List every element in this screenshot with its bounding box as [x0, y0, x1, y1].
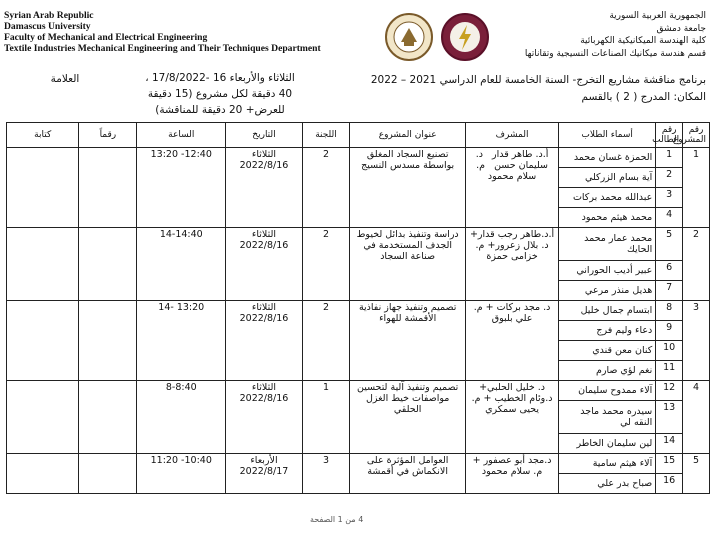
project-title: دراسة وتنفيذ بدائل لخيوط الجدف المستخدمة في صناعة السجاد	[350, 228, 466, 301]
student-name: محمد عمار محمد الحايك	[559, 228, 656, 261]
project-number: 2	[683, 228, 710, 301]
student-name: دعاء وليم فرج	[559, 321, 656, 341]
student-number: 5	[656, 228, 683, 261]
date-value: 2022/8/16	[239, 313, 289, 324]
header-arabic	[496, 10, 706, 60]
date-cell	[226, 454, 303, 494]
student-number: 13	[656, 401, 683, 434]
time-slot: 12:40- 13:20	[137, 148, 226, 228]
grade-digits-cell	[79, 301, 137, 381]
day-name: الأربعاء	[250, 455, 278, 466]
time-slot: 10:40- 11:20	[137, 454, 226, 494]
student-name: عبدالله محمد بركات	[559, 188, 656, 208]
student-number: 16	[656, 474, 683, 494]
faculty-logo-icon	[440, 12, 490, 62]
project-number: 4	[683, 381, 710, 454]
schedule-table	[6, 122, 710, 494]
student-name: آلاء هيثم سامية	[559, 454, 656, 474]
header-ar-line: قسم هندسة ميكانيك الصناعات النسيجية وتقاناتها	[524, 48, 706, 59]
student-number: 10	[656, 341, 683, 361]
table-row	[7, 228, 710, 261]
project-number: 3	[683, 301, 710, 381]
header-en-line: Faculty of Mechanical and Electrical Engineering	[4, 32, 208, 43]
grade-digits-cell	[79, 454, 137, 494]
header-ar-line: كلية الهندسة الميكانيكية الكهربائية	[580, 36, 706, 46]
header-en-line: Damascus University	[4, 21, 91, 32]
grade-label: العلامة	[50, 73, 80, 85]
table-row	[7, 454, 710, 474]
student-number: 11	[656, 361, 683, 381]
student-name: آلاء ممدوح سليمان	[559, 381, 656, 401]
header-english	[4, 10, 384, 54]
header-en-line: Textile Industries Mechanical Engineering and Their Techniques Department	[4, 43, 321, 54]
date-value: 2022/8/16	[239, 240, 289, 251]
supervisor: د.مجد أبو عصفور + م. سلام محمود	[466, 454, 559, 494]
student-number: 3	[656, 188, 683, 208]
project-title: تصميم وتنفيذ آلية لتحسين مواصفات خيط الغزل الحلقي	[350, 381, 466, 454]
student-name: نغم لؤي صارم	[559, 361, 656, 381]
header-en-line: Syrian Arab Republic	[4, 10, 94, 21]
date-value: 2022/8/16	[239, 393, 289, 404]
student-number: 15	[656, 454, 683, 474]
date-cell	[226, 381, 303, 454]
student-number: 8	[656, 301, 683, 321]
student-number: 1	[656, 148, 683, 168]
grade-written-cell	[7, 381, 79, 454]
table-row	[7, 301, 710, 321]
table-row	[7, 381, 710, 401]
student-name: سيدره محمد ماجد النقه لي	[559, 401, 656, 434]
university-logo-icon	[384, 12, 434, 62]
student-name: عبير أديب الحوراني	[559, 261, 656, 281]
schedule-dates: الثلاثاء والأربعاء 16 -17/8/2022 ،	[145, 72, 295, 84]
student-number: 12	[656, 381, 683, 401]
page-footer: 4 من 1 الصفحة	[310, 515, 364, 524]
committee: 3	[302, 454, 350, 494]
schedule-info	[130, 70, 310, 118]
committee: 2	[302, 148, 350, 228]
student-name: لين سليمان الخاطر	[559, 434, 656, 454]
col-student-number: رقم الطالب	[656, 123, 683, 148]
project-number: 5	[683, 454, 710, 494]
student-number: 4	[656, 208, 683, 228]
grade-digits-cell	[79, 148, 137, 228]
schedule-split: للعرض+ 20 دقيقة للمناقشة)	[155, 104, 285, 116]
col-grade-digits: رقماً	[79, 123, 137, 148]
date-value: 2022/8/17	[239, 466, 289, 477]
day-name: الثلاثاء	[251, 382, 276, 393]
committee: 1	[302, 381, 350, 454]
date-cell	[226, 148, 303, 228]
program-title: برنامج مناقشة مشاريع التخرج- السنة الخامسة للعام الدراسي 2021 – 2022	[370, 74, 706, 86]
grade-digits-cell	[79, 228, 137, 301]
supervisor: د. خليل الحلبي+ د.وئام الخطيب + م. يحيى سمكري	[466, 381, 559, 454]
grade-written-cell	[7, 454, 79, 494]
student-name: كنان معن قندي	[559, 341, 656, 361]
header-ar-line: الجمهورية العربية السورية	[609, 11, 706, 21]
student-number: 2	[656, 168, 683, 188]
date-value: 2022/8/16	[239, 160, 289, 171]
project-title: تصميم وتنفيذ جهاز نفاذية الأقمشة للهواء	[350, 301, 466, 381]
project-number: 1	[683, 148, 710, 228]
student-name: ابتسام جمال خليل	[559, 301, 656, 321]
student-name: محمد هيثم محمود	[559, 208, 656, 228]
time-slot: 8-8:40	[137, 381, 226, 454]
day-name: الثلاثاء	[251, 229, 276, 240]
supervisor: د. مجد بركات + م. علي بلبوق	[466, 301, 559, 381]
grade-written-cell	[7, 148, 79, 228]
col-project-title: عنوان المشروع	[350, 123, 466, 148]
time-slot: 14-14:40	[137, 228, 226, 301]
header-ar-line: جامعة دمشق	[656, 23, 706, 34]
program-info	[316, 72, 706, 106]
student-name: آية بسام الزركلي	[559, 168, 656, 188]
student-name: هديل منذر مرعي	[559, 281, 656, 301]
day-name: الثلاثاء	[251, 149, 276, 160]
date-cell	[226, 228, 303, 301]
committee: 2	[302, 301, 350, 381]
project-title: تصنيع السجاد المغلق بواسطة مسدس النسيج	[350, 148, 466, 228]
supervisor: أ.د.طاهر رجب قدار+ د. بلال زعرور+ م. خزامى حمزة	[466, 228, 559, 301]
col-grade-written: كتابة	[7, 123, 79, 148]
grade-digits-cell	[79, 381, 137, 454]
time-slot: 13:20 -14	[137, 301, 226, 381]
project-title: العوامل المؤثرة على الانكماش في أقمشة	[350, 454, 466, 494]
col-student-names: أسماء الطلاب	[559, 123, 656, 148]
grade-written-cell	[7, 228, 79, 301]
col-time: الساعة	[137, 123, 226, 148]
table-header-row	[7, 123, 710, 148]
day-name: الثلاثاء	[251, 302, 276, 313]
supervisor: أ.د. طاهر قدار د. سليمان حسن م. سلام محمود	[466, 148, 559, 228]
program-place: المكان: المدرج ( 2 ) بالقسم	[581, 91, 706, 103]
student-number: 6	[656, 261, 683, 281]
col-supervisor: المشرف	[466, 123, 559, 148]
col-project-number: رقم المشروع	[683, 123, 710, 148]
schedule-duration: 40 دقيقة لكل مشروع (15 دقيقة	[147, 88, 293, 100]
grade-written-cell	[7, 301, 79, 381]
student-number: 7	[656, 281, 683, 301]
student-number: 9	[656, 321, 683, 341]
date-cell	[226, 301, 303, 381]
table-row	[7, 148, 710, 168]
col-committee: اللجنة	[302, 123, 350, 148]
student-name: الحمزة غسان محمد	[559, 148, 656, 168]
student-name: صباح بدر علي	[559, 474, 656, 494]
committee: 2	[302, 228, 350, 301]
col-date: التاريخ	[226, 123, 303, 148]
student-number: 14	[656, 434, 683, 454]
